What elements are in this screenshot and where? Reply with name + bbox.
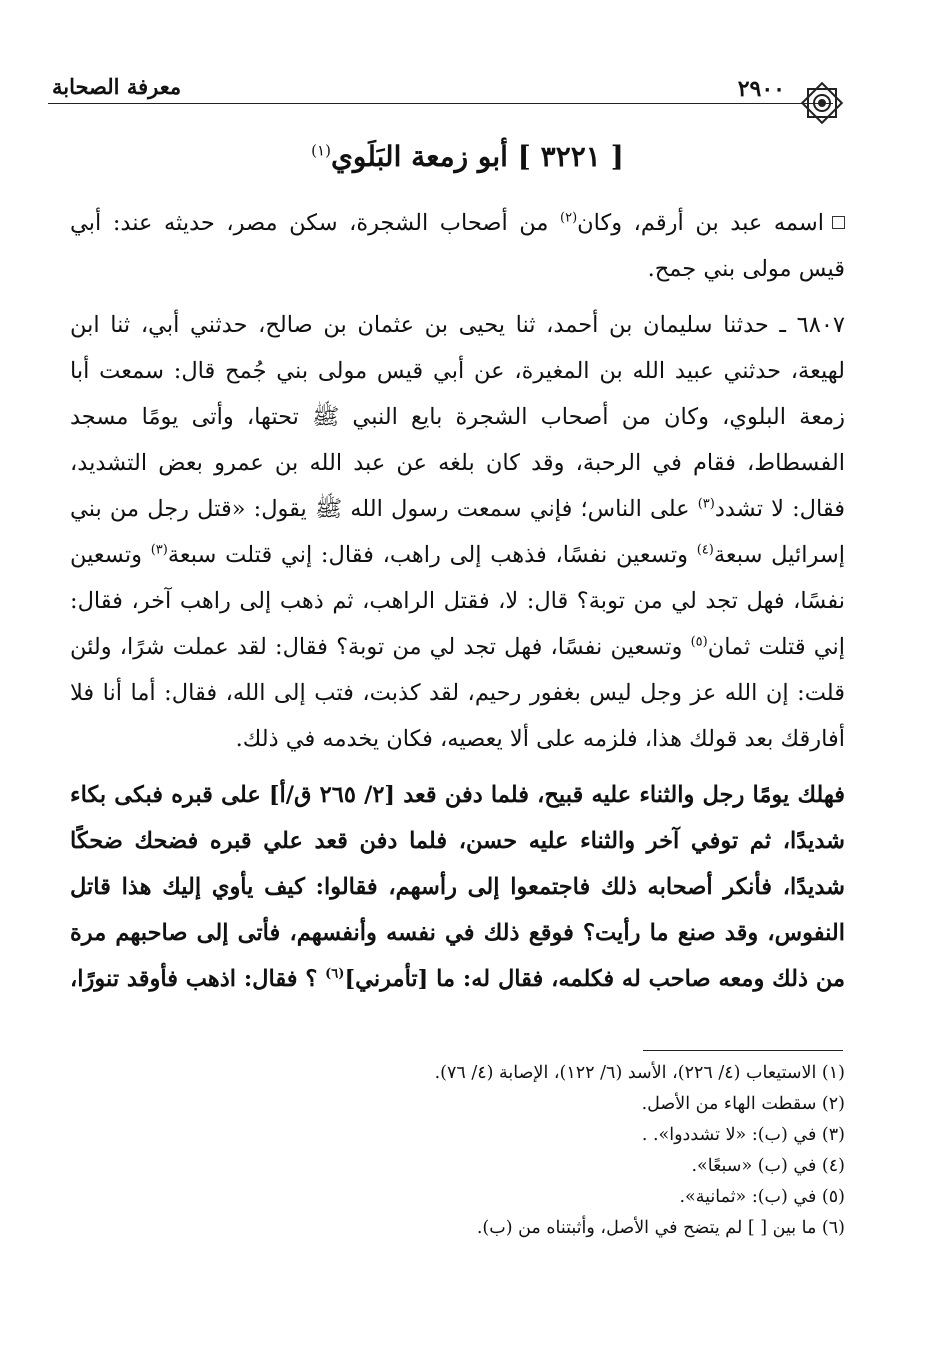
- text-run: ؟ فقال: اذهب فأوقد تنورًا،: [70, 966, 326, 992]
- text-run: اسمه عبد بن أرقم، وكان: [577, 210, 825, 236]
- page-number: ٢٩٠٠: [737, 76, 785, 102]
- text-run: وتسعين نفسًا، فذهب إلى راهب، فقال: إني قتلت سبعة: [167, 542, 697, 568]
- book-title: معرفة الصحابة: [52, 74, 182, 99]
- intro-paragraph: [70, 200, 845, 292]
- text-run: ٦٨٠٧ ـ حدثنا سليمان بن أحمد، ثنا يحيى بن عثمان بن صالح، حدثني أبي، ثنا ابن لهيعة، حدثني عبيد الله بن المغيرة، عن أبي قيس مولى بني جُمح قال: سمعت أبا زمعة البلوي، وكان من أصحاب الشجرة بايع النبي ﷺ تحتها، وأتى يومًا مسجد الفسطاط، فقام في الرحبة، وقد كان بلغه عن عبد الله بن عمرو بعض التشديد، فقال: لا تشدد: [70, 312, 845, 522]
- footnote: (٢) سقطت الهاء من الأصل.: [641, 1094, 845, 1114]
- footnote: (٤) في (ب) «سبعًا».: [691, 1156, 845, 1176]
- footnote: (١) الاستيعاب (٤/ ٢٢٦)، الأسد (٦/ ١٢٢)، الإصابة (٤/ ٧٦).: [434, 1063, 845, 1083]
- ornament-icon: [799, 80, 845, 126]
- section-heading: [0, 140, 935, 173]
- main-text: [70, 200, 845, 1012]
- text-run: من أصحاب الشجرة، سكن مصر، حديثه عند: أبي قيس مولى بني جمح.: [70, 210, 845, 282]
- footnote-rule: [643, 1050, 843, 1051]
- footnote-ref: (٣): [697, 496, 715, 512]
- footnote: (٥) في (ب): «ثمانية».: [679, 1187, 845, 1207]
- footnote-ref: (٣): [150, 542, 168, 558]
- heading-text: [ ٣٢٢١ ] أبو زمعة البَلَوي: [330, 140, 624, 173]
- header-rule: [48, 103, 833, 104]
- footnote-ref: (٢): [560, 210, 578, 226]
- hadith-paragraph: [70, 302, 845, 762]
- footnote-ref: (٥): [690, 634, 708, 650]
- footnote: (٣) في (ب): «لا تشددوا». .: [641, 1125, 845, 1145]
- text-run: وتسعين نفسًا، فهل تجد لي من توبة؟ قال: لا، فقتل الراهب، ثم ذهب إلى راهب آخر، فقال: إني قتلت ثمان: [70, 542, 846, 660]
- footnote: (٦) ما بين [ ] لم يتضح في الأصل، وأثبتناه من (ب).: [476, 1218, 845, 1238]
- footnote-ref: (١): [311, 141, 331, 160]
- footnotes: [70, 1058, 845, 1244]
- text-run: على الناس؛ فإني سمعت رسول الله ﷺ يقول: «قتل رجل من بني إسرائيل سبعة: [70, 496, 846, 568]
- footnote-ref: (٦): [325, 966, 345, 982]
- text-run: وتسعين نفسًا، فهل تجد لي من توبة؟ فقال: لقد عملت شرًا، ولئن قلت: إن الله عز وجل ليس بغفور رحيم، لقد كذبت، فتب إلى الله، فقال: أما أنا فلا أفارقك بعد قولك هذا، فلزمه على ألا يعصيه، فكان يخدمه في ذلك.: [70, 634, 845, 752]
- text-run: فهلك يومًا رجل والثناء عليه قبيح، فلما دفن قعد [٢/ ٢٦٥ ق/أ] على قبره فبكى بكاء شديدًا، ثم توفي آخر والثناء عليه حسن، فلما دفن قعد علي قبره فضحك ضحكًا شديدًا، فأنكر أصحابه ذلك فاجتمعوا إلى رأسهم، فقالوا: كيف يأوي إليك هذا قاتل النفوس، وقد صنع ما رأيت؟ فوقع ذلك في نفسه وأنفسهم، فأتى إلى صاحبهم مرة من ذلك ومعه صاحب له فكلمه، فقال له: ما [تأمرني]: [70, 782, 845, 992]
- footnote-ref: (٤): [696, 542, 714, 558]
- square-bullet-icon: [832, 216, 845, 229]
- story-paragraph: [70, 772, 845, 1002]
